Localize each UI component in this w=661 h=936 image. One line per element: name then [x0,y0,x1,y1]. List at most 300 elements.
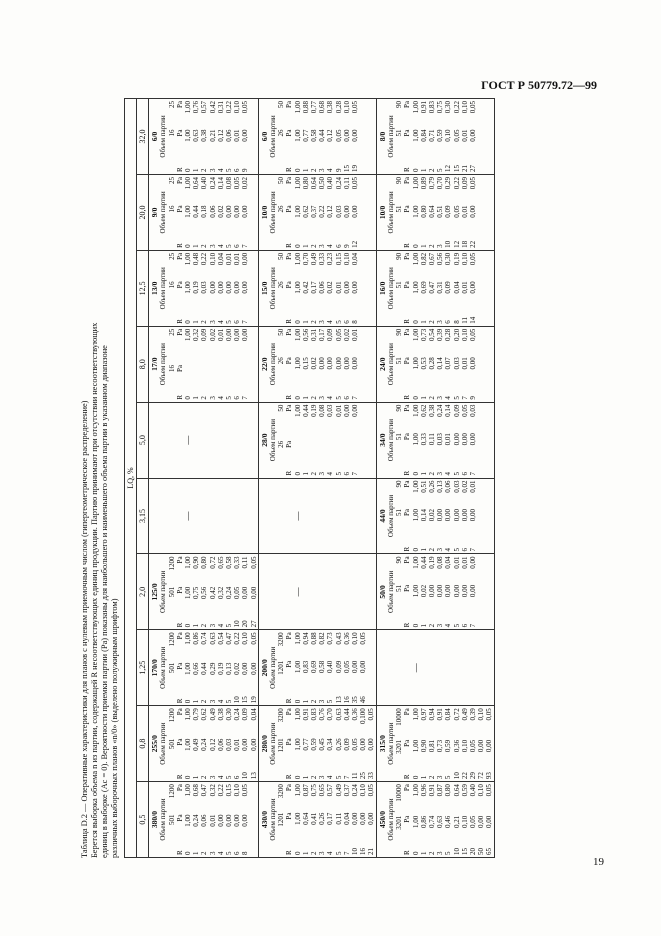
r-value: 8 [452,320,461,324]
pa-value: 0,04 [452,281,461,294]
blank [395,386,403,400]
data-row [428,177,436,248]
r-value: 13 [249,772,258,780]
data-row [420,784,428,855]
r-value: 3 [208,775,217,780]
pa-value: 1,00 [183,708,192,721]
pa-value: 0,26 [318,812,327,825]
pa-value: 0,00 [249,738,258,751]
blank [395,158,403,172]
column-header: Pa [285,205,294,213]
data-row [184,784,192,855]
pa-value: 0,74 [427,815,436,828]
pa-value: 0,38 [200,129,209,142]
column-header: Pa [403,101,412,108]
lot-size: 1200 [167,556,176,571]
lot-size: 90 [395,404,404,412]
pa-value: 0,00 [359,812,368,825]
empty-cell [149,478,259,554]
pa-value: 1,00 [293,357,302,370]
r-value: 0 [411,851,420,855]
plan-label: 315/0 [377,735,387,753]
pa-value: 0,90 [192,556,201,569]
data-row [343,253,351,324]
pa-value: 0,02 [216,205,225,218]
plan-label: 15/0 [259,281,269,295]
r-value: 7 [469,472,477,476]
data-row [343,405,351,476]
data-row [469,481,477,552]
pa-value: 1,00 [293,129,302,142]
r-value: 6 [342,472,351,476]
r-value: 2 [310,168,319,172]
pa-value: 0,45 [318,738,327,751]
r-value: 3 [436,547,445,552]
pa-value: 0,00 [367,812,376,825]
data-row [302,177,310,248]
plan-cell [376,250,494,326]
r-value: 11 [460,317,469,324]
data-row [318,253,326,324]
pa-value: 0,69 [310,660,319,674]
oc-values [168,784,250,855]
lot-size: 26 [277,129,286,137]
r-value: 4 [326,244,335,248]
pa-value: 0,31 [216,101,225,114]
r-value: 0 [411,472,420,476]
r-value: 1 [192,320,201,324]
column-header: R [403,774,412,780]
pa-value: 0,00 [359,738,368,751]
pa-value: 0,22 [452,101,461,114]
pa-value: 0,51 [419,480,428,493]
pa-value: 0,00 [351,660,360,674]
pa-value: 0,10 [359,784,368,797]
r-value: 4 [444,623,453,628]
r-value: 20 [241,620,250,628]
pa-value: 0,00 [427,584,436,598]
lot-size: 26 [277,357,286,365]
column-header: Pa [285,252,294,260]
lot-size: 50 [277,404,286,412]
data-row [217,177,225,248]
pa-value: 0,38 [326,101,335,114]
pa-value: 0,66 [192,662,201,675]
column-header: R [285,319,294,324]
blank [168,234,176,248]
plan-label: 125/0 [150,583,159,601]
data-row [343,101,351,172]
pa-value: 0,00 [233,814,242,827]
data-row [233,177,241,248]
data-row [318,708,326,779]
pa-value: 0,54 [216,632,225,645]
caption-line: Берется выборка объема n из партии, содержащей R несоответствующих единиц продукции. Партию принимают при отсутствии несоответствующих [90,322,99,858]
pa-value: 0,05 [469,101,477,114]
data-row [351,253,359,324]
document-header: ГОСТ Р 50779.72—99 [481,78,597,92]
pa-value: 0,10 [460,739,469,753]
pa-value: 0,02 [419,584,428,598]
lot-size: 25 [167,328,176,336]
r-value: 0 [293,851,302,855]
lot-size-label: Объем партии [159,267,167,310]
pa-value: 1,00 [411,176,420,190]
pa-value: 0,70 [301,252,310,266]
r-value: 1 [192,244,201,248]
column-header: R [175,394,184,400]
pa-value: 1,00 [183,632,192,645]
pa-value: 0,05 [452,129,461,142]
column-header: Pa [403,176,412,184]
r-value: 19 [249,696,258,704]
lot-size: 90 [395,101,404,108]
pa-value: 0,01 [460,129,469,142]
data-row [453,708,461,779]
pa-value: 0,00 [241,129,250,142]
column-header: R [285,698,294,704]
lot-size-label: Объем партии [159,722,167,765]
data-row [225,784,233,855]
pa-value: 0,46 [444,815,453,828]
r-value: 12 [452,240,461,248]
data-row [461,177,469,248]
column-header: Pa [175,328,184,336]
data-row [326,784,334,855]
pa-value: 0,10 [444,129,453,142]
blank [395,310,403,324]
pa-value: 0,39 [469,708,477,721]
pa-value: 0,09 [444,281,453,294]
column-header: Pa [285,176,294,184]
data-row [241,556,249,627]
blank [395,537,403,551]
r-value: 4 [216,699,225,704]
pa-value: 0,15 [301,357,310,370]
data-row [310,405,318,476]
column-header: Pa [403,708,412,716]
pa-value: 0,08 [224,176,233,190]
pa-value: 0,19 [427,556,436,569]
data-row [241,329,249,400]
r-value: 7 [469,547,477,552]
pa-value: 1,00 [293,328,302,342]
data-row [453,253,461,324]
pa-value: 0,00 [367,738,376,751]
pa-value: 0,64 [427,205,436,218]
lot-size: 51 [395,281,404,289]
pa-value: 0,62 [301,205,310,218]
caption-line: единиц в выборке (Ac = 0). Вероятности приемки партии (Pa) показаны для наибольшего и наименьшего объема партии в указанном диапазоне [100,345,109,858]
lot-size: 3200 [277,708,286,723]
lot-size: 26 [277,205,286,213]
r-value: 2 [427,851,436,855]
pa-value: 1,00 [411,784,420,797]
data-row [200,784,208,855]
lq-value: 20,0 [137,174,149,250]
pa-value: 0,00 [241,738,250,751]
r-value: 3 [318,244,327,248]
blank [395,841,403,855]
pa-value: 0,64 [301,812,310,825]
data-row [444,101,452,172]
pa-value: 0,96 [419,784,428,797]
pa-value: 0,26 [427,480,436,493]
data-row [326,405,334,476]
lot-size-label: Объем партии [268,191,277,234]
pa-value: 0,00 [249,662,258,675]
pa-value: 0,73 [436,739,445,753]
pa-value: 0,03 [452,357,461,370]
data-row [351,405,359,476]
pa-value: 0,40 [200,176,209,190]
pa-value: 0,94 [427,708,436,721]
pa-value [209,365,217,386]
r-value: 93 [485,772,494,780]
lot-size-label: Объем партии [268,722,277,765]
r-value: 0 [183,699,192,704]
pa-value: 0,72 [452,708,461,721]
column-header: Pa [403,556,412,564]
column-header: Pa [175,814,184,822]
r-value: 2 [427,244,436,248]
data-row [461,405,469,476]
pa-value: 0,29 [444,176,453,190]
pa-value: 0,09 [444,205,453,218]
pa-value: 0,64 [310,176,319,190]
data-row [302,632,310,703]
pa-value [318,441,326,462]
blank [395,765,403,779]
plan-label: 16/0 [377,281,387,295]
pa-value: 0,00 [342,404,351,417]
data-row [428,101,436,172]
pa-value: 0,39 [436,328,445,342]
data-row [233,708,241,779]
pa-value: 0,19 [216,662,225,675]
pa-value: 0,06 [216,738,225,751]
r-value: 6 [342,396,351,400]
pa-value: 0,05 [342,660,351,674]
plan-cell [149,250,259,326]
r-value: 4 [216,396,225,400]
data-row [444,784,452,855]
plan-cell [376,326,494,402]
data-row [184,556,192,627]
r-value: 2 [310,244,319,248]
column-header: Pa [403,739,412,747]
pa-value: 1,00 [411,433,420,446]
data-row [318,329,326,400]
pa-value: 1,00 [411,480,420,493]
data-row [250,632,258,703]
pa-value: 0,42 [301,281,310,294]
oc-values [168,556,258,627]
data-row [209,101,217,172]
data-row [461,253,469,324]
column-header: Pa [175,364,184,372]
lot-size: 3201 [395,815,404,830]
r-value: 5 [334,396,343,400]
data-row [326,708,334,779]
pa-value: 0,68 [192,784,201,797]
r-value: 0 [293,472,302,476]
pa-value: 0,03 [326,404,335,417]
pa-value: 0,47 [200,784,209,797]
data-row [453,556,461,627]
lq-value: 0,8 [137,706,149,782]
data-row [294,708,302,779]
pa-value: 0,00 [342,281,351,294]
plan-label: 44/0 [377,509,387,523]
blank [168,689,176,703]
blank [168,310,176,324]
data-row [241,101,249,172]
data-row [412,405,420,476]
pa-value: 0,94 [301,632,310,645]
r-value: 21 [367,848,376,855]
pa-value: 0,63 [208,632,217,645]
data-row [335,405,343,476]
r-value: 50 [477,848,486,855]
r-value: 2 [427,623,436,628]
r-value: 3 [436,244,445,248]
lot-size-label: Объем партии [268,798,277,841]
data-row [461,101,469,172]
r-value: 5 [224,623,233,628]
plan-cell [376,706,494,782]
data-row [233,253,241,324]
r-value: 2 [310,472,319,476]
pa-value: 0,00 [477,815,486,828]
r-value: 0 [293,168,302,172]
r-value: 4 [326,168,335,172]
r-value: 1 [419,396,428,400]
pa-value: 0,01 [460,357,469,370]
data-row [200,632,208,703]
r-value: 0 [293,244,302,248]
plan-cell [376,99,494,175]
lot-size-label: Объем партии [268,115,277,158]
oc-values [395,556,477,627]
column-header: Pa [175,281,184,289]
oc-values [168,708,258,779]
pa-value [184,365,192,386]
pa-value: 0,75 [436,101,445,114]
plan-label: 8/0 [377,131,387,142]
r-value: 5 [334,851,343,855]
pa-value: 0,05 [351,176,360,190]
column-header: Pa [403,815,412,823]
plan-cell [149,326,259,402]
lot-size: 90 [395,252,404,260]
pa-value: 0,62 [419,404,428,417]
lot-size: 501 [167,814,176,825]
data-row [469,708,477,779]
data-row [326,329,334,400]
r-value: 5 [334,472,343,476]
lot-size: 50 [277,101,286,108]
pa-value: 0,20 [452,328,461,342]
lot-size: 1201 [277,812,286,827]
plan-cell [149,706,259,782]
oc-values [277,632,367,703]
pa-value: 0,05 [452,205,461,218]
column-header: Pa [403,480,412,488]
blank [395,462,403,476]
lot-size: 25 [167,252,176,260]
pa-value: 1,00 [411,739,420,753]
data-row [444,405,452,476]
column-header: R [285,167,294,172]
plan-cell [258,782,376,858]
pa-value: 0,59 [460,784,469,797]
r-value: 5 [224,851,233,855]
data-row [428,405,436,476]
plan-label: 22/0 [259,357,269,371]
data-row [326,177,334,248]
pa-value: 0,14 [216,176,225,190]
pa-value: 0,05 [241,784,250,797]
plan-cell [376,782,494,858]
pa-value: 0,00 [249,586,258,600]
pa-value: 0,11 [241,556,250,569]
oc-values [395,405,477,476]
r-value: 1 [419,168,428,172]
column-header: Pa [403,509,412,516]
pa-value: 1,00 [183,784,192,797]
pa-value: 0,24 [224,586,233,600]
r-value: 14 [469,316,477,324]
data-row [412,101,420,172]
oc-table [124,98,495,858]
pa-value: 1,00 [411,815,420,828]
data-row [310,708,318,779]
oc-values [395,708,493,779]
data-row [225,556,233,627]
r-value: 15 [342,164,351,172]
r-value: 3 [318,699,327,704]
r-value: 5 [452,396,461,400]
data-row [233,632,241,703]
r-value: 6 [233,775,242,780]
lot-size: 1200 [167,708,176,723]
oc-values [277,708,375,779]
pa-value: 0,76 [318,708,327,721]
r-value: 3 [436,396,445,400]
column-header: Pa [403,205,412,213]
plan-label: 380/0 [150,811,159,829]
column-header: R [175,774,184,780]
lot-size: 26 [277,440,286,448]
pa-value: 0,44 [301,404,310,417]
oc-values [168,632,258,703]
r-value: 6 [233,168,242,172]
oc-values [395,329,477,400]
column-header: Pa [285,129,294,137]
pa-value: 0,05 [460,404,469,417]
data-row [412,556,420,627]
r-value: 10 [452,848,461,855]
column-header: Pa [285,328,294,336]
pa-value: 0,00 [452,584,461,598]
pa-value: 1,00 [293,205,302,218]
r-value: 1 [301,851,310,855]
pa-value: 1,00 [183,281,192,294]
pa-value: 1,00 [411,404,420,417]
column-header: R [175,319,184,324]
data-row [428,784,436,855]
